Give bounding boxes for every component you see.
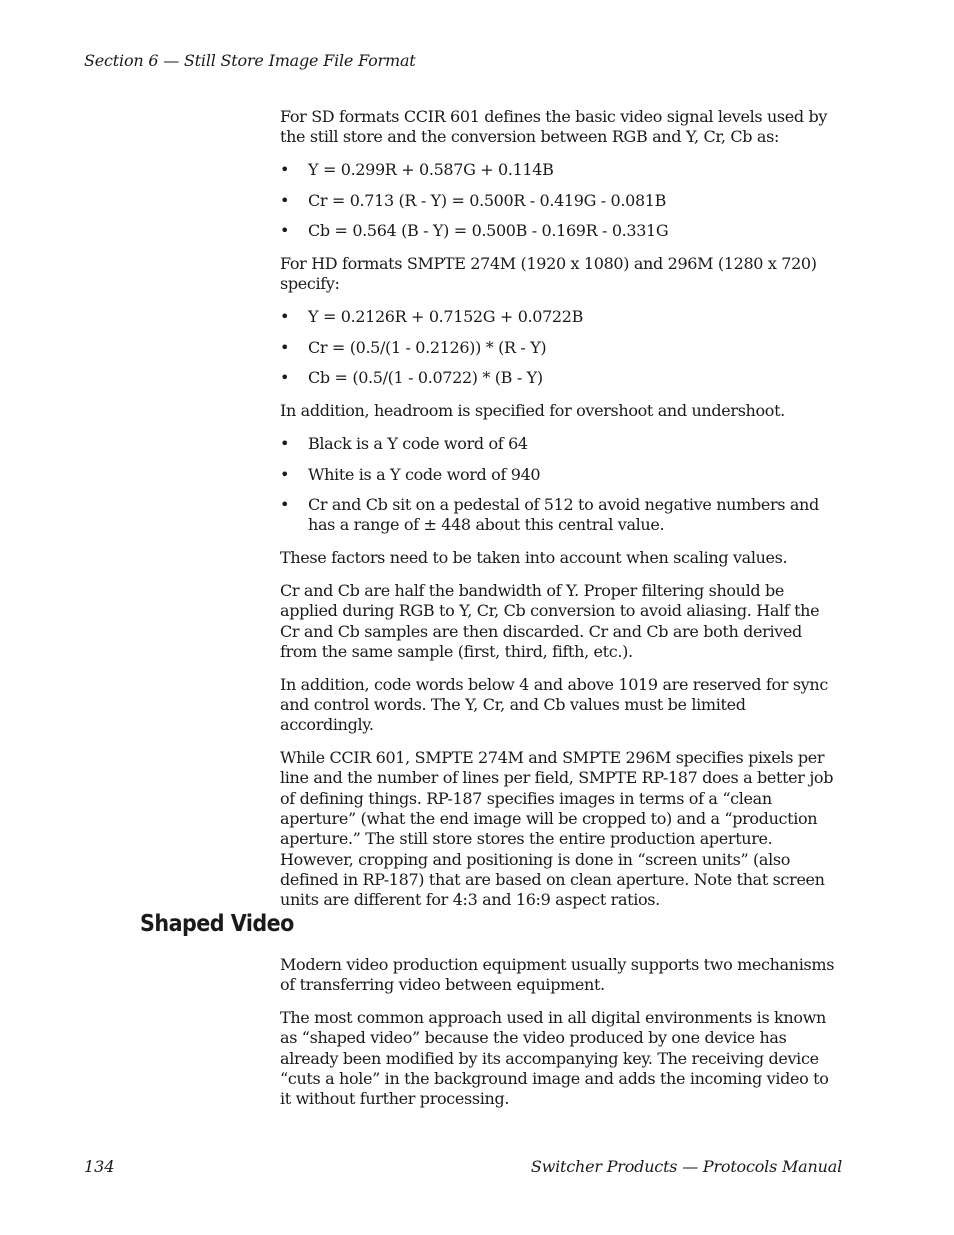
footer-manual-title: Switcher Products — Protocols Manual (530, 1157, 842, 1176)
sd-equation-list (280, 160, 842, 241)
bullet-icon: • (280, 337, 290, 357)
shaped-video-paragraph-1: Modern video production equipment usually supports two mechanisms of transferring video between equipment. (280, 955, 835, 995)
sd-formats-paragraph: For SD formats CCIR 601 defines the basic video signal levels used by the still store and the conversion between RGB and Y, Cr, Cb as: (280, 107, 828, 147)
list-item (280, 465, 842, 485)
list-item-text: Cr and Cb sit on a pedestal of 512 to avoid negative numbers and has a range of ± 448 about this central value. (308, 495, 819, 535)
body-section-shaped-video (280, 955, 842, 1122)
equation-text: Cb = (0.5/(1 - 0.0722) * (B - Y) (308, 368, 543, 388)
bullet-icon: • (280, 307, 290, 327)
headroom-paragraph: In addition, headroom is specified for overshoot and undershoot. (280, 401, 785, 421)
list-item (280, 221, 842, 241)
page-number: 134 (84, 1157, 115, 1176)
list-item (280, 338, 842, 358)
bullet-icon: • (280, 433, 290, 453)
equation-text: Cb = 0.564 (B - Y) = 0.500B - 0.169R - 0.331G (308, 221, 669, 241)
bullet-icon: • (280, 190, 290, 210)
equation-text: Y = 0.299R + 0.587G + 0.114B (308, 160, 554, 180)
code-words-paragraph: In addition, code words below 4 and above 1019 are reserved for sync and control words. The Y, Cr, and Cb values must be limited accordingly. (280, 674, 828, 735)
list-item (280, 434, 842, 454)
headroom-list (280, 434, 842, 536)
bullet-icon: • (280, 160, 290, 180)
bullet-icon: • (280, 495, 290, 515)
bullet-icon: • (280, 464, 290, 484)
hd-formats-paragraph: For HD formats SMPTE 274M (1920 x 1080) and 296M (1280 x 720) specify: (280, 254, 817, 294)
list-item (280, 307, 842, 327)
equation-text: Y = 0.2126R + 0.7152G + 0.0722B (308, 307, 583, 327)
section-heading-shaped-video: Shaped Video (140, 911, 294, 937)
aperture-paragraph: While CCIR 601, SMPTE 274M and SMPTE 296M specifies pixels per line and the number of lines per field, SMPTE RP-187 does a better job of defining things. RP-187 specifies images in terms of a “clean aperture” (what the end image will be cropped to) and a “production aperture.” The still store stores the entire production aperture. However, cropping and positioning is done in “screen units” (also defined in RP-187) that are based on clean aperture. Note that screen units are different for 4:3 and 16:9 aspect ratios. (280, 748, 834, 910)
list-item (280, 368, 842, 388)
bullet-icon: • (280, 221, 290, 241)
list-item-text: Black is a Y code word of 64 (308, 433, 528, 453)
running-header: Section 6 — Still Store Image File Format (84, 51, 416, 70)
list-item (280, 160, 842, 180)
bandwidth-paragraph: Cr and Cb are half the bandwidth of Y. Proper filtering should be applied during RGB to Y, Cr, Cb conversion to avoid aliasing. Half the Cr and Cb samples are then discarded. Cr and Cb are both derived from the same sample (first, third, fifth, etc.). (280, 581, 820, 661)
equation-text: Cr = 0.713 (R - Y) = 0.500R - 0.419G - 0.081B (308, 190, 667, 210)
bullet-icon: • (280, 368, 290, 388)
shaped-video-paragraph-2: The most common approach used in all digital environments is known as “shaped video” because the video produced by one device has already been modified by its accompanying key. The receiving device “cuts a hole” in the background image and adds the incoming video to it without further processing. (280, 1008, 829, 1109)
list-item (280, 495, 842, 536)
hd-equation-list (280, 307, 842, 388)
equation-text: Cr = (0.5/(1 - 0.2126)) * (R - Y) (308, 337, 547, 357)
factors-paragraph: These factors need to be taken into account when scaling values. (280, 548, 788, 568)
list-item (280, 191, 842, 211)
body-section-color-conversion (280, 107, 842, 923)
list-item-text: White is a Y code word of 940 (308, 464, 541, 484)
